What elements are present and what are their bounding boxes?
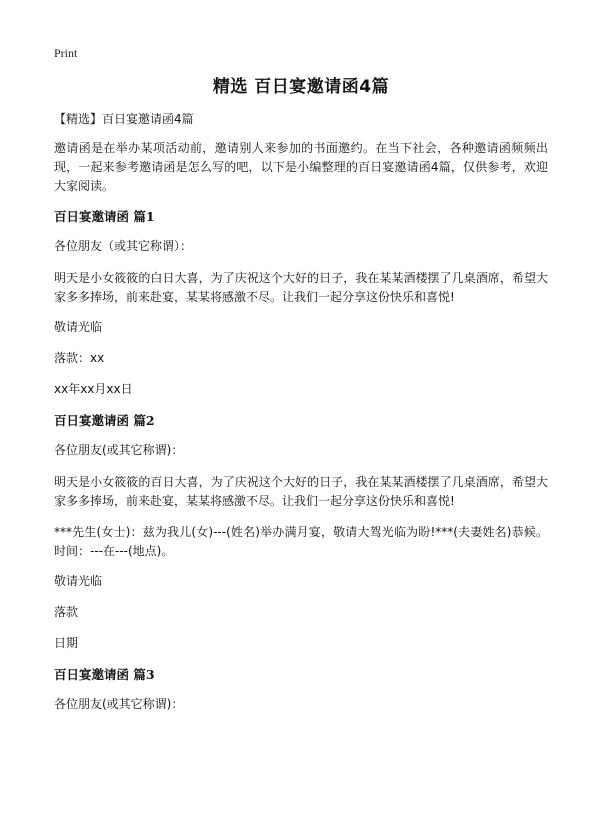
section-2-extra: ***先生(女士)：兹为我儿(女)---(姓名)举办满月宴，敬请大驾光临为盼!***(夫妻姓名)恭候。时间：---在---(地点)。 <box>54 525 548 558</box>
document-subtitle: 【精选】百日宴邀请函4篇 <box>54 112 194 126</box>
section-3-greeting: 各位朋友(或其它称谓)： <box>54 697 184 711</box>
section-1-signature: 落款：xx <box>54 351 105 365</box>
page-title: 精选 百日宴邀请函4篇 <box>212 77 390 97</box>
section-heading-2: 百日宴邀请函 篇2 <box>54 413 155 428</box>
section-heading-1: 百日宴邀请函 篇1 <box>54 209 155 224</box>
print-link[interactable]: Print <box>54 46 78 60</box>
section-2-signature: 落款 <box>54 605 79 619</box>
section-1-date: xx年xx月xx日 <box>54 382 133 396</box>
section-heading-3: 百日宴邀请函 篇3 <box>54 667 155 682</box>
section-1-body: 明天是小女筱筱的白日大喜，为了庆祝这个大好的日子，我在某某酒楼摆了几桌酒席，希望大家多多捧场，前来赴宴，某某将感激不尽。让我们一起分享这份快乐和喜悦! <box>54 271 548 304</box>
intro-paragraph: 邀请函是在举办某项活动前，邀请别人来参加的书面邀约。在当下社会，各种邀请函频频出现，一起来参考邀请函是怎么写的吧，以下是小编整理的百日宴邀请函4篇，仅供参考，欢迎大家阅读。 <box>54 141 548 193</box>
section-1-greeting: 各位朋友（或其它称谓）： <box>54 239 193 253</box>
section-1-closing: 敬请光临 <box>54 320 103 334</box>
section-2-date: 日期 <box>54 636 79 650</box>
section-2-closing: 敬请光临 <box>54 574 103 588</box>
section-2-greeting: 各位朋友(或其它称谓)： <box>54 443 184 457</box>
section-2-body: 明天是小女筱筱的百日大喜，为了庆祝这个大好的日子，我在某某酒楼摆了几桌酒席，希望大家多多捧场，前来赴宴，某某将感激不尽。让我们一起分享这份快乐和喜悦! <box>54 475 548 508</box>
